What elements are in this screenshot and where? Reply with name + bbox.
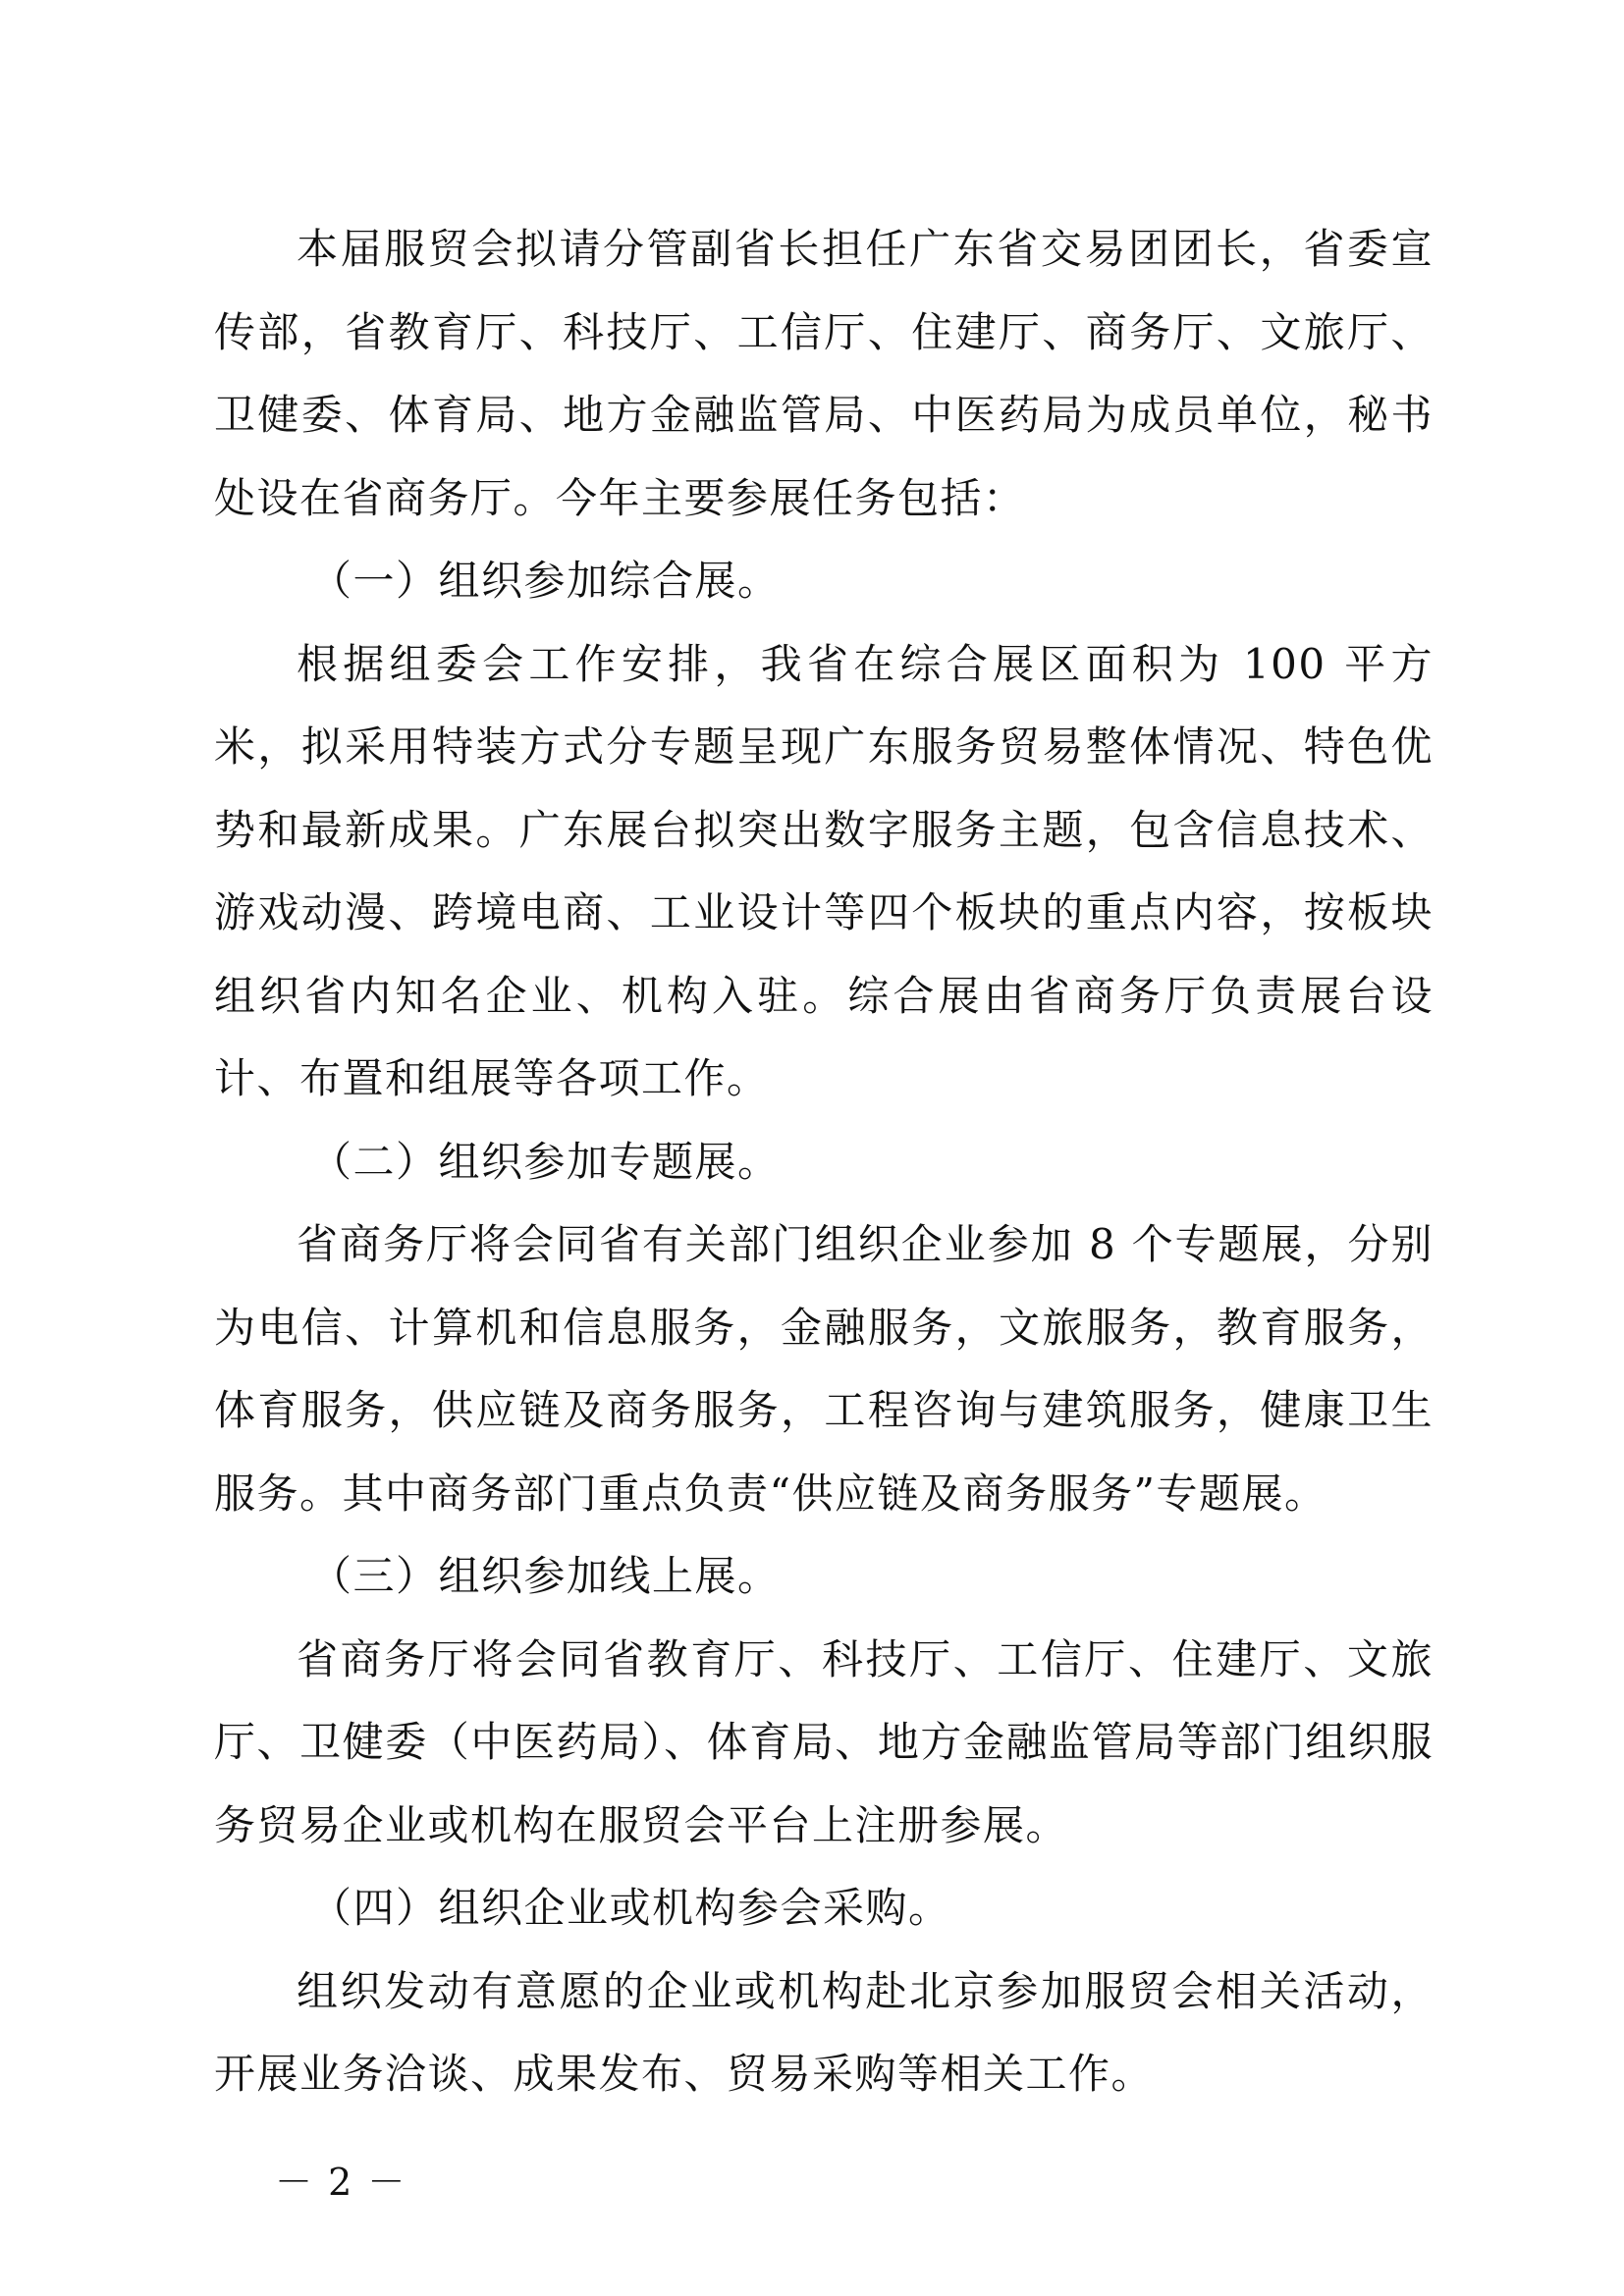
paragraph-comprehensive-exhibition: 根据组委会工作安排，我省在综合展区面积为 100 平方米，拟采用特装方式分专题呈现广东服务贸易整体情况、特色优势和最新成果。广东展台拟突出数字服务主题，包含信息技术、游戏动漫、跨境电商、工业设计等四个板块的重点内容，按板块组织省内知名企业、机构入驻。综合展由省商务厅负责展台设计、布置和组展等各项工作。 — [214, 639, 1434, 1102]
heading-thematic-exhibition: （二）组织参加专题展。 — [310, 1137, 781, 1186]
heading-comprehensive-exhibition: （一）组织参加综合展。 — [310, 557, 781, 605]
page-number: － 2 － — [275, 2161, 407, 2204]
paragraph-thematic-exhibition: 省商务厅将会同省有关部门组织企业参加 8 个专题展，分别为电信、计算机和信息服务，金融服务，文旅服务，教育服务，体育服务，供应链及商务服务，工程咨询与建筑服务，健康卫生服务。其中商务部门重点负责“供应链及商务服务”专题展。 — [214, 1220, 1434, 1518]
heading-procurement: （四）组织企业或机构参会采购。 — [310, 1884, 951, 1932]
paragraph-online-exhibition: 省商务厅将会同省教育厅、科技厅、工信厅、住建厅、文旅厅、卫健委（中医药局）、体育局、地方金融监管局等部门组织服务贸易企业或机构在服贸会平台上注册参展。 — [214, 1634, 1434, 1849]
paragraph-procurement: 组织发动有意愿的企业或机构赴北京参加服贸会相关活动，开展业务洽谈、成果发布、贸易采购等相关工作。 — [214, 1966, 1434, 2098]
paragraph-delegation: 本届服贸会拟请分管副省长担任广东省交易团团长，省委宣传部，省教育厅、科技厅、工信厅、住建厅、商务厅、文旅厅、卫健委、体育局、地方金融监管局、中医药局为成员单位，秘书处设在省商务厅。今年主要参展任务包括： — [214, 225, 1434, 522]
heading-online-exhibition: （三）组织参加线上展。 — [310, 1552, 781, 1600]
document-body — [214, 208, 1434, 2116]
